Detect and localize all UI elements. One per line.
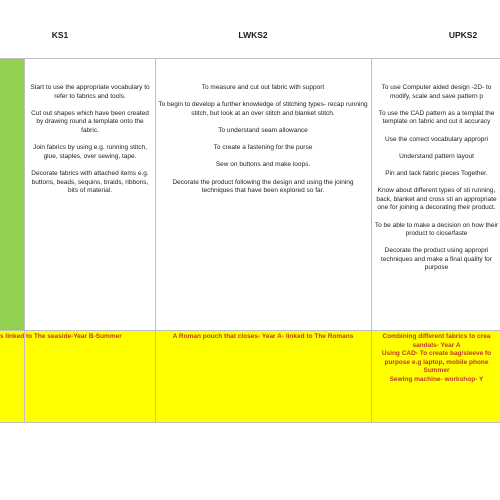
upks2-project-line: sandals- Year A <box>412 341 461 349</box>
upks2-item: Know about different types of sti running, back, blanket and cross sti an appropriate one for joining a decorating their product. <box>376 187 497 212</box>
upks2-item: To be able to make a decision on how their product to close/faste <box>374 221 499 238</box>
upks2-project-line: Sewing machine- workshop- Y <box>389 375 484 383</box>
header-upks2: UPKS2 <box>448 30 478 40</box>
upks2-project-line: Combining different fabrics to crea <box>382 333 491 340</box>
table-bottom-border <box>0 422 500 423</box>
table-top-border <box>0 58 500 59</box>
ks1-item: Join fabrics by using e.g. running stitch, glue, staples, over sewing, tape. <box>33 144 147 160</box>
upks2-item: To use Computer aided design -2D- to modify, scale and save pattern p <box>381 84 492 100</box>
lwks2-project-text: A Roman pouch that closes- Year A- linked to The Romans <box>172 333 354 340</box>
header-lwks2: LWKS2 <box>238 30 268 40</box>
upks2-project <box>373 333 500 385</box>
lwks2-item: To begin to develop a further knowledge of stitching types- recap running stitch, but look at an over stitch and blanket stitch. <box>158 101 368 117</box>
upks2-item: Use the correct vocabulary appropri <box>385 135 488 143</box>
upks2-item: Understand pattern layout <box>399 152 474 160</box>
column-divider <box>24 58 25 422</box>
ks1-project-text: s linked to The seaside-Year B-Summer <box>0 333 122 340</box>
ks1-project <box>0 333 152 342</box>
lwks2-project <box>158 333 368 342</box>
ks1-item: Decorate fabrics with attached items e.g. buttons, beads, sequins, braids, ribbons, bits of material. <box>31 169 149 195</box>
lwks2-item: Decorate the product following the design and using the joining techniques that have been explored so far. <box>172 178 354 195</box>
ks1-item: Start to use the appropriate vocabulary to refer to fabrics and tools. <box>30 84 150 100</box>
upks2-project-line: Summer <box>423 367 450 375</box>
upks2-cell <box>373 84 500 324</box>
column-divider <box>371 58 372 422</box>
lwks2-cell <box>158 84 368 204</box>
lwks2-item: To understand seam allowance <box>218 126 308 134</box>
ks1-cell <box>28 84 152 204</box>
upks2-item: To use the CAD pattern as a templat the template on fabric and cut it accuracy <box>378 109 495 126</box>
upks2-item: Pin and tack fabric pieces Together. <box>385 169 488 177</box>
upks2-item: Decorate the product using appropri techniques and make a final quality for purpose <box>381 247 492 272</box>
lwks2-item: To measure and cut out fabric with support <box>201 84 325 91</box>
lwks2-item: Sew on buttons and make loops. <box>215 161 311 169</box>
lwks2-item: To create a fastening for the purse <box>213 144 313 152</box>
header-ks1: KS1 <box>51 30 69 40</box>
ks1-color-band <box>0 59 25 330</box>
upks2-project-line: purpose e.g laptop, mobile phone <box>384 358 489 366</box>
column-divider <box>155 58 156 422</box>
upks2-project-line: Using CAD- To create bag/sleeve fo <box>381 350 492 358</box>
projects-row-border <box>0 330 500 331</box>
ks1-item: Cut out shapes which have been created by drawing round a template onto the fabric. <box>31 109 149 134</box>
